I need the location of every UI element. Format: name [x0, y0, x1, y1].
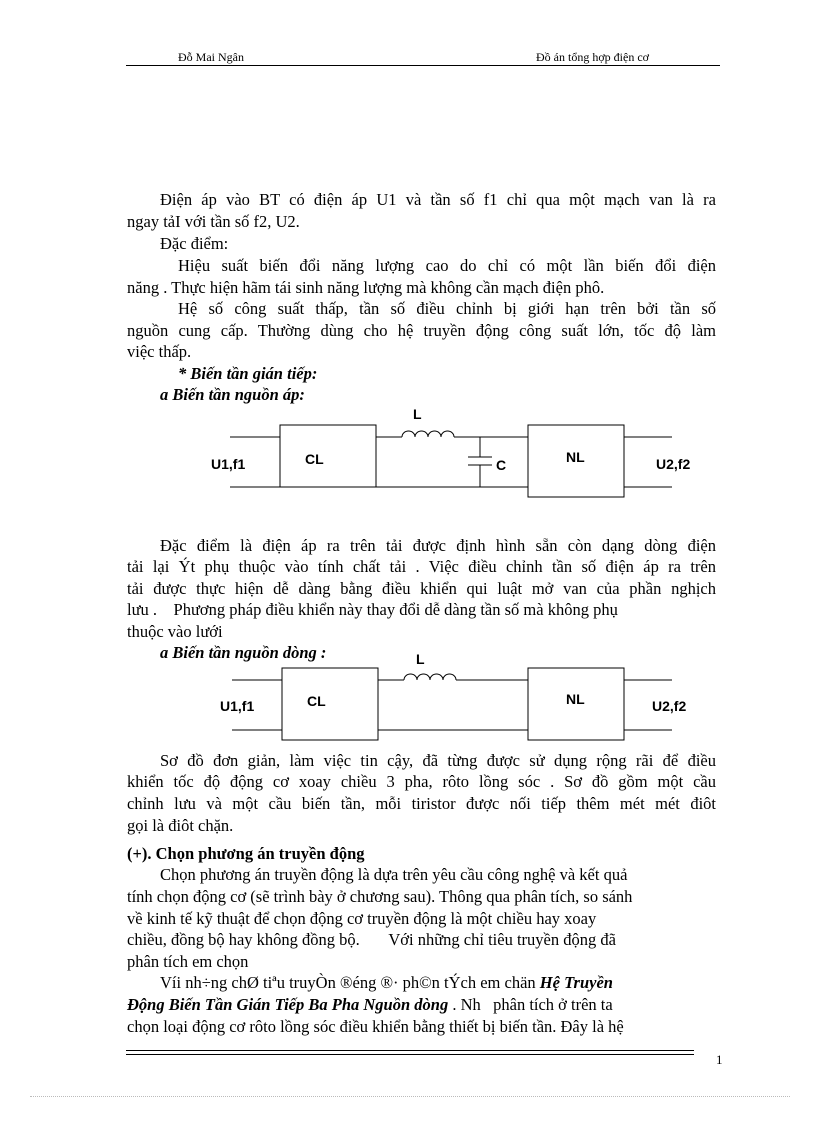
diagram1-input-label: U1,f1: [211, 456, 246, 472]
highlight-system-name: Hệ Truyền: [539, 973, 613, 992]
heading-current-source: a Biến tần nguồn dòng :: [160, 643, 327, 662]
diagram1-inductor-label: L: [413, 406, 422, 422]
diagram2-inverter-label: NL: [566, 691, 585, 707]
para-2: Đặc điểm:: [160, 234, 229, 253]
diagram1-capacitor-label: C: [496, 457, 507, 473]
diagram1-inverter-label: NL: [566, 449, 585, 465]
header-author: Đỗ Mai Ngân: [178, 50, 244, 64]
heading-voltage-source: a Biến tần nguồn áp:: [160, 385, 305, 404]
diagram1-rectifier-label: CL: [305, 451, 324, 467]
para-4-line-3: việc thấp.: [127, 342, 192, 361]
para-8-line-1: Víi nh÷ng chØ tiªu truyÒn ®éng ®· ph©n tÝch em chän Hệ Truyền: [160, 973, 613, 992]
footer-rule-2: [126, 1054, 694, 1055]
para-4-line-1: Hệ số công suất thấp, tần số điều chỉnh bị giới hạn trên bởi tần số: [178, 299, 716, 318]
para-6-line-4: gọi là điôt chặn.: [127, 816, 234, 835]
para-3-line-2: năng . Thực hiện hãm tái sinh năng lượng mà không cần mạch điện phô.: [127, 278, 605, 297]
para-8-line-3: chọn loại động cơ rôto lồng sóc điều khiển bằng thiết bị biến tần. Đây là hệ: [127, 1017, 624, 1036]
header-title: Đồ án tổng hợp điện cơ: [536, 50, 650, 64]
heading-indirect: * Biến tần gián tiếp:: [178, 364, 318, 383]
inductor-icon: [402, 431, 454, 437]
para-8-line-2: Động Biến Tần Gián Tiếp Ba Pha Nguồn dòng . Nh phân tích ở trên ta: [127, 995, 613, 1014]
diagram2-input-label: U1,f1: [220, 698, 255, 714]
rectifier-block: [280, 425, 376, 487]
diagram2-inductor-label: L: [416, 651, 425, 667]
para-5-line-4: lưu . Phương pháp điều khiển này thay đổi dễ dàng tần số mà không phụ: [127, 600, 618, 619]
para-4-line-2: nguồn cung cấp. Thường dùng cho hệ truyền động công suất lớn, tốc độ làm: [127, 321, 716, 340]
para-3-line-1: Hiệu suất biến đổi năng lượng cao do chỉ có một lần biến đổi điện: [178, 256, 716, 275]
diagram2-rectifier-label: CL: [307, 693, 326, 709]
page-number: 1: [716, 1052, 723, 1067]
para-1-line-2: ngay tảI với tần số f2, U2.: [127, 212, 300, 231]
footer-rule: [126, 1050, 694, 1051]
para-5-line-5: thuộc vào lưới: [127, 622, 223, 641]
diagram1-output-label: U2,f2: [656, 456, 691, 472]
para-7-line-5: phân tích em chọn: [127, 952, 249, 971]
diagram2-output-label: U2,f2: [652, 698, 687, 714]
para-6-line-1: Sơ đồ đơn giản, làm việc tin cậy, đã từng được sử dụng rộng rãi để điều: [160, 751, 716, 770]
para-5-line-2: tải lại Ýt phụ thuộc vào tính chất tải . Việc điều chỉnh tần số điện áp ra trên: [127, 557, 716, 576]
para-7-line-4: chiều, đồng bộ hay không đồng bộ. Với những chỉ tiêu truyền động đã: [127, 930, 616, 949]
rectifier-block-2: [282, 668, 378, 740]
para-7-line-3: về kinh tế kỹ thuật để chọn động cơ truyền động là một chiều hay xoay: [127, 909, 597, 928]
para-6-line-3: chỉnh lưu và một cầu biến tần, mỗi tiristor được nối tiếp thêm mét mét điôt: [127, 794, 716, 813]
para-1-line-1: Điện áp vào BT có điện áp U1 và tần số f1 chỉ qua một mạch van là ra: [160, 190, 716, 209]
heading-choose-option: (+). Chọn phương án truyền động: [127, 844, 365, 863]
page-edge-divider: [30, 1096, 790, 1097]
para-5-line-3: tải được thực hiện dễ dàng bằng điều khiển qui luật mở van của phần nghịch: [127, 579, 716, 598]
para-7-line-1: Chọn phương án truyền động là dựa trên yêu cầu công nghệ và kết quả: [160, 865, 628, 884]
para-7-line-2: tính chọn động cơ (sẽ trình bày ở chương sau). Thông qua phân tích, so sánh: [127, 887, 633, 906]
inductor-icon-2: [404, 674, 456, 680]
para-6-line-2: khiển tốc độ động cơ xoay chiều 3 pha, rôto lồng sóc . Sơ đồ gồm một cầu: [127, 772, 716, 791]
para-5-line-1: Đặc điểm là điện áp ra trên tải được định hình sẵn còn dạng dòng điện: [160, 536, 716, 555]
